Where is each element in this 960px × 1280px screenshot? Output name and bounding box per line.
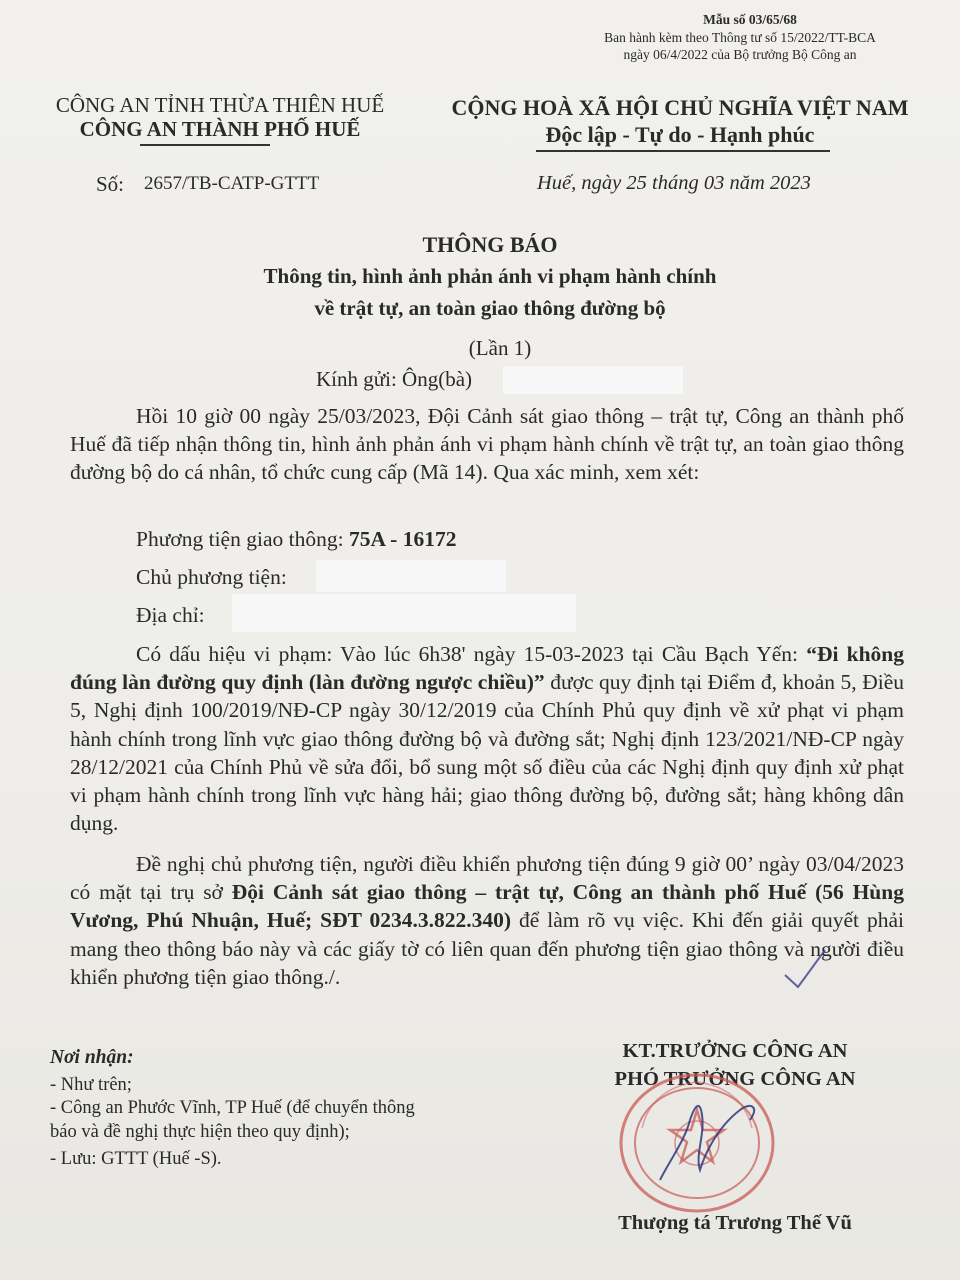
intro-paragraph: Hồi 10 giờ 00 ngày 25/03/2023, Đội Cảnh sát giao thông – trật tự, Công an thành phố Huế đã tiếp nhận thông tin, hình ảnh phản ánh vi phạm hành chính về trật tự, an toàn giao thông đường bộ do cá nhân, tổ chức cung cấp (Mã 14). Qua xác minh, xem xét: xyxy=(70,404,904,485)
handwritten-signature xyxy=(640,1080,780,1190)
national-title: CỘNG HOÀ XÃ HỘI CHỦ NGHĨA VIỆT NAM xyxy=(451,95,909,120)
signer-name: Thượng tá Trương Thế Vũ xyxy=(618,1212,852,1234)
vehicle-label: Phương tiện giao thông: xyxy=(136,527,344,551)
signer-title-1: KT.TRƯỞNG CÔNG AN xyxy=(622,1040,848,1062)
form-issued-line-2: ngày 06/4/2022 của Bộ trưởng Bộ Công an xyxy=(623,47,857,62)
recipients-item-3: - Lưu: GTTT (Huế -S). xyxy=(50,1149,222,1169)
document-number-label: Số: xyxy=(96,172,125,196)
recipients-item-2-cont: báo và đề nghị thực hiện theo quy định); xyxy=(50,1122,350,1142)
form-issued-line-1: Ban hành kèm theo Thông tư số 15/2022/TT-BCA xyxy=(604,30,876,45)
summons-paragraph: Đề nghị chủ phương tiện, người điều khiển phương tiện đúng 9 giờ 00’ ngày 03/04/2023 có mặt tại trụ sở Đội Cảnh sát giao thông – trật tự, Công an thành phố Huế (56 Hùng Vương, Phú Nhuận, Huế; SĐT 0234.3.822.340) để làm rõ vụ việc. Khi đến giải quyết phải mang theo thông báo này và các giấy tờ có liên quan đến phương tiện giao thông và người điều khiển phương tiện giao thông./. xyxy=(70,852,904,989)
recipients-heading: Nơi nhận: xyxy=(50,1047,134,1068)
recipient-redaction xyxy=(503,366,683,394)
owner-label: Chủ phương tiện: xyxy=(136,565,287,589)
ink-check-mark xyxy=(780,945,830,990)
document-title: THÔNG BÁO xyxy=(422,232,558,257)
vehicle-plate: 75A - 16172 xyxy=(348,527,457,551)
recipient-label: Kính gửi: Ông(bà) xyxy=(316,367,473,391)
agency-name: CÔNG AN THÀNH PHỐ HUẾ xyxy=(79,117,361,141)
recipients-item-2: - Công an Phước Vĩnh, TP Huế (để chuyển thông xyxy=(50,1098,415,1118)
document-number: 2657/TB-CATP-GTTT xyxy=(144,173,320,194)
motto-underline xyxy=(536,150,830,152)
agency-underline xyxy=(140,144,270,146)
violation-paragraph: Có dấu hiệu vi phạm: Vào lúc 6h38' ngày 15-03-2023 tại Cầu Bạch Yến: “Đi không đúng làn đường quy định (làn đường ngược chiều)” được quy định tại Điểm đ, khoản 5, Điều 5, Nghị định 100/2019/NĐ-CP ngày 30/12/2019 của Chính Phủ quy định về xử phạt vi phạm hành chính trong lĩnh vực giao thông đường bộ và đường sắt; Nghị định 123/2021/NĐ-CP ngày 28/12/2021 của Chính Phủ về sửa đổi, bổ sung một số điều của các Nghị định quy định xử phạt vi phạm hành chính trong lĩnh vực hàng hải; giao thông đường bộ, đường sắt; hàng không dân dụng. xyxy=(70,642,904,836)
form-number: Mẫu số 03/65/68 xyxy=(703,12,797,27)
owner-redaction xyxy=(316,560,506,592)
document-date: Huế, ngày 25 tháng 03 năm 2023 xyxy=(537,172,811,194)
address-redaction xyxy=(232,594,576,632)
document-subtitle-2: về trật tự, an toàn giao thông đường bộ xyxy=(314,296,666,320)
signer-title-2: PHÓ TRƯỞNG CÔNG AN xyxy=(614,1068,856,1090)
national-motto: Độc lập - Tự do - Hạnh phúc xyxy=(545,122,815,147)
agency-parent: CÔNG AN TỈNH THỪA THIÊN HUẾ xyxy=(55,93,385,117)
notice-count: (Lần 1) xyxy=(468,336,532,360)
vehicle-row xyxy=(136,527,456,552)
document-subtitle-1: Thông tin, hình ảnh phản ánh vi phạm hành chính xyxy=(263,264,717,288)
address-label: Địa chỉ: xyxy=(136,603,205,627)
recipients-item-1: - Như trên; xyxy=(50,1075,132,1095)
